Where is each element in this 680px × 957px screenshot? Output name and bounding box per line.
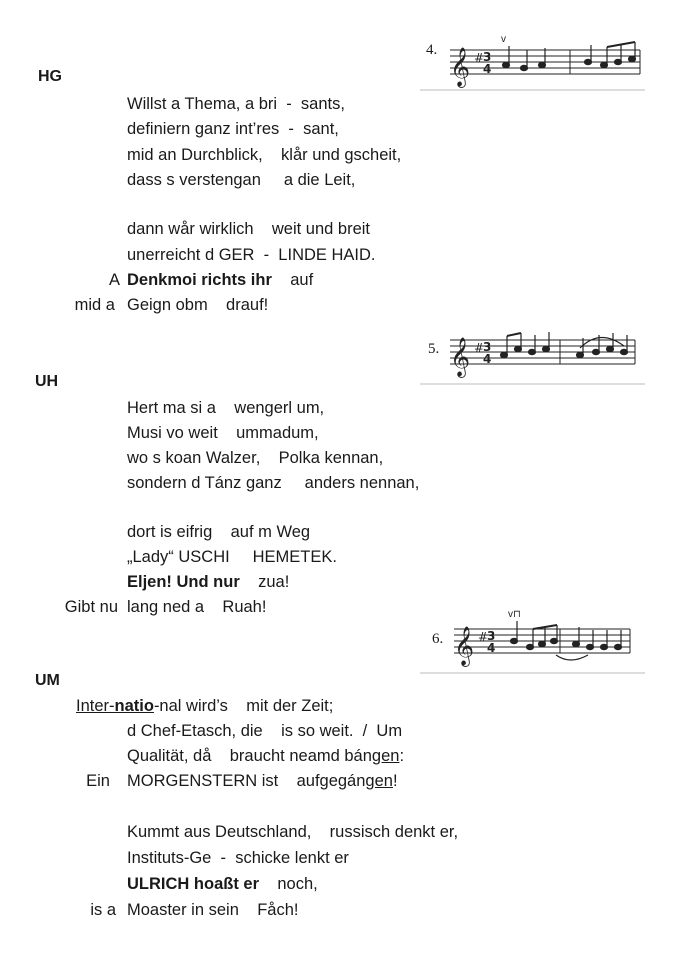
line-prefix: is a bbox=[90, 901, 116, 919]
lyric-line: d Chef-Etasch, die is so weit. / Um bbox=[127, 722, 403, 740]
underlined-text: gen bbox=[365, 772, 393, 790]
line-prefix: Gibt nu bbox=[64, 598, 118, 616]
lyric-line: „Lady“ USCHI HEMETEK. bbox=[127, 548, 337, 566]
svg-text:#: # bbox=[478, 630, 489, 644]
lyric-line bbox=[127, 771, 398, 791]
bold-text: Eljen! Und nur bbox=[127, 573, 240, 591]
svg-text:v: v bbox=[501, 34, 506, 45]
lyric-text: Qualität, då braucht neamd bán bbox=[127, 747, 372, 765]
music-number-5: 5. bbox=[428, 341, 440, 357]
lyric-line: wo s koan Walzer, Polka kennan, bbox=[127, 449, 384, 467]
lyric-line bbox=[127, 746, 404, 766]
lyric-line: dort is eifrig auf m Weg bbox=[127, 523, 311, 541]
svg-text:#: # bbox=[474, 341, 485, 355]
svg-text:v⊓: v⊓ bbox=[508, 609, 521, 620]
staff-notation-icon bbox=[420, 605, 645, 675]
section-label-um: UM bbox=[35, 672, 60, 689]
lyric-line bbox=[76, 696, 333, 716]
svg-text:4: 4 bbox=[483, 352, 492, 366]
lyric-text: noch, bbox=[259, 875, 318, 893]
lyric-line: Geign obm drauf! bbox=[127, 296, 269, 314]
lyric-line: sondern d Tánz ganz anders nennan, bbox=[127, 474, 420, 492]
svg-text:𝄞: 𝄞 bbox=[450, 337, 471, 377]
music-number-6: 6. bbox=[432, 631, 444, 647]
lyric-line: definiern ganz int’res - sant, bbox=[127, 120, 339, 138]
lyric-line: Hert ma si a wengerl um, bbox=[127, 399, 325, 417]
line-prefix: A bbox=[108, 271, 120, 289]
lyric-line: Instituts-Ge - schicke lenkt er bbox=[127, 849, 349, 867]
lyric-line: unerreicht d GER - LINDE HAID. bbox=[127, 246, 376, 264]
svg-text:𝄞: 𝄞 bbox=[450, 47, 471, 87]
music-excerpt-6 bbox=[420, 605, 645, 675]
lyric-line bbox=[127, 572, 289, 592]
music-number-4: 4. bbox=[426, 42, 438, 58]
section-label-hg: HG bbox=[38, 68, 62, 85]
lyric-line: Kummt aus Deutschland, russisch denkt er, bbox=[127, 823, 459, 841]
staff-notation-icon bbox=[420, 318, 645, 386]
underlined-text: gen bbox=[371, 747, 400, 765]
lyric-line: lang ned a Ruah! bbox=[127, 598, 267, 616]
bold-underlined-text: natio bbox=[114, 697, 154, 715]
music-excerpt-4 bbox=[420, 20, 645, 92]
lyric-text: ! bbox=[392, 772, 398, 790]
svg-text:4: 4 bbox=[487, 641, 496, 655]
lyric-line bbox=[127, 270, 313, 290]
svg-text:4: 4 bbox=[483, 62, 492, 76]
svg-text:#: # bbox=[474, 51, 485, 65]
lyric-line: dann wår wirklich weit und breit bbox=[127, 220, 371, 238]
lyric-line: dass s verstengan a die Leit, bbox=[127, 171, 356, 189]
staff-notation-icon bbox=[420, 20, 645, 92]
lyric-line: mid an Durchblick, klår und gscheit, bbox=[127, 146, 402, 164]
lyric-text: -nal wird’s mit der Zeit; bbox=[153, 697, 334, 715]
svg-text:𝄞: 𝄞 bbox=[454, 626, 475, 666]
section-label-uh: UH bbox=[35, 373, 59, 390]
svg-text:3: 3 bbox=[483, 340, 492, 354]
lyric-text: auf bbox=[271, 271, 314, 289]
lyric-text: : bbox=[399, 747, 405, 765]
svg-text:3: 3 bbox=[483, 50, 492, 64]
svg-text:3: 3 bbox=[487, 629, 496, 643]
lyric-text: MORGENSTERN ist aufgegán bbox=[127, 772, 366, 790]
line-prefix: mid a bbox=[74, 296, 115, 314]
lyric-text: zua! bbox=[239, 573, 290, 591]
bold-text: ULRICH hoaßt er bbox=[127, 875, 259, 893]
underlined-text: Inter- bbox=[76, 697, 115, 715]
lyric-line: Willst a Thema, a bri - sants, bbox=[127, 95, 345, 113]
bold-text: Denkmoi richts ihr bbox=[127, 271, 272, 289]
line-prefix: Ein bbox=[86, 772, 110, 790]
lyric-line: Musi vo weit ummadum, bbox=[127, 424, 319, 442]
lyric-line bbox=[127, 874, 318, 894]
lyric-line: Moaster in sein Fåch! bbox=[127, 901, 299, 919]
music-excerpt-5 bbox=[420, 318, 645, 386]
